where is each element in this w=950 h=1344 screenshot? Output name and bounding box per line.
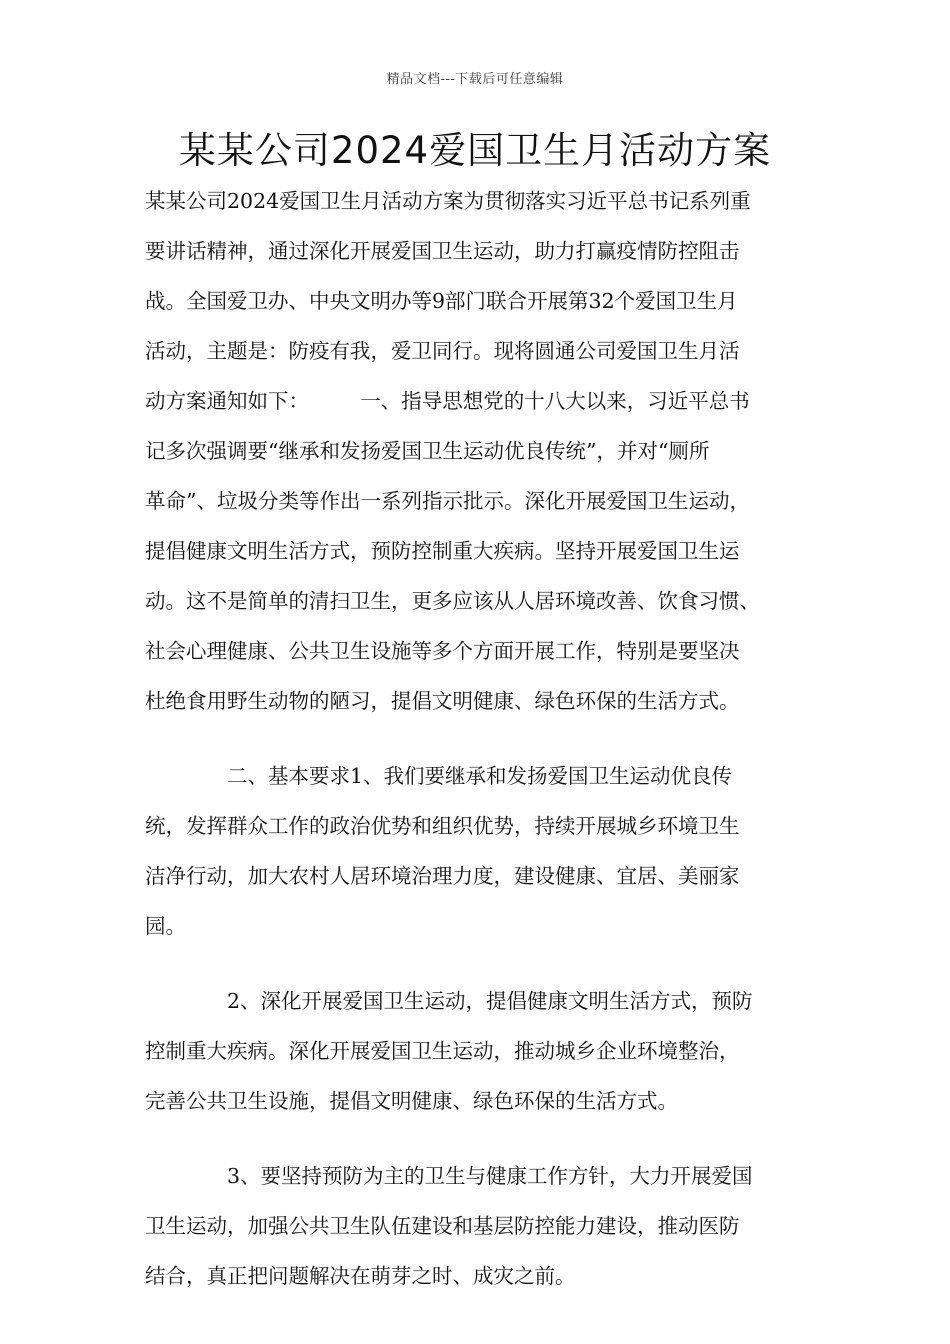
text-line: 要讲话精神，通过深化开展爱国卫生运动，助力打赢疫情防控阻击 xyxy=(145,239,740,263)
page-header: 精品文档---下载后可任意编辑 xyxy=(386,72,564,87)
text-line: 战。全国爱卫办、中央文明办等9部门联合开展第32个爱国卫生月 xyxy=(145,289,738,313)
text-line: 控制重大疾病。深化开展爱国卫生运动，推动城乡企业环境整治， xyxy=(145,1039,740,1063)
text-line: 革命”、垃圾分类等作出一系列指示批示。深化开展爱国卫生运动， xyxy=(145,489,750,513)
text-line: 结合，真正把问题解决在萌芽之时、成灾之前。 xyxy=(145,1264,576,1288)
text-line: 动方案通知如下： 一、指导思想党的十八大以来，习近平总书 xyxy=(145,389,750,413)
text-line: 完善公共卫生设施，提倡文明健康、绿色环保的生活方式。 xyxy=(145,1089,678,1113)
document-body xyxy=(145,176,830,1301)
paragraph-spacer xyxy=(145,1126,830,1151)
document-title: 某某公司2024爱国卫生月活动方案 xyxy=(178,129,772,172)
paragraph xyxy=(145,751,830,951)
text-line: 统，发挥群众工作的政治优势和组织优势，持续开展城乡环境卫生 xyxy=(145,814,740,838)
text-line: 3、要坚持预防为主的卫生与健康工作方针，大力开展爱国 xyxy=(145,1164,753,1188)
text-line: 洁净行动，加大农村人居环境治理力度，建设健康、宜居、美丽家 xyxy=(145,864,740,888)
text-line: 杜绝食用野生动物的陋习，提倡文明健康、绿色环保的生活方式。 xyxy=(145,689,740,713)
text-line: 动。这不是简单的清扫卫生，更多应该从人居环境改善、饮食习惯、 xyxy=(145,589,760,613)
text-line: 活动，主题是：防疫有我，爱卫同行。现将圆通公司爱国卫生月活 xyxy=(145,339,740,363)
text-line: 卫生运动，加强公共卫生队伍建设和基层防控能力建设，推动医防 xyxy=(145,1214,740,1238)
paragraph-spacer xyxy=(145,726,830,751)
paragraph-spacer xyxy=(145,951,830,976)
text-line: 社会心理健康、公共卫生设施等多个方面开展工作，特别是要坚决 xyxy=(145,639,740,663)
paragraph xyxy=(145,976,830,1126)
text-line: 2、深化开展爱国卫生运动，提倡健康文明生活方式，预防 xyxy=(145,989,753,1013)
text-line: 某某公司2024爱国卫生月活动方案为贯彻落实习近平总书记系列重 xyxy=(145,189,751,213)
text-line: 园。 xyxy=(145,914,186,938)
text-line: 提倡健康文明生活方式，预防控制重大疾病。坚持开展爱国卫生运 xyxy=(145,539,740,563)
text-line: 二、基本要求1、我们要继承和发扬爱国卫生运动优良传 xyxy=(145,764,733,788)
paragraph xyxy=(145,176,830,726)
paragraph xyxy=(145,1151,830,1301)
text-line: 记多次强调要“继承和发扬爱国卫生运动优良传统”，并对“厕所 xyxy=(145,439,710,463)
